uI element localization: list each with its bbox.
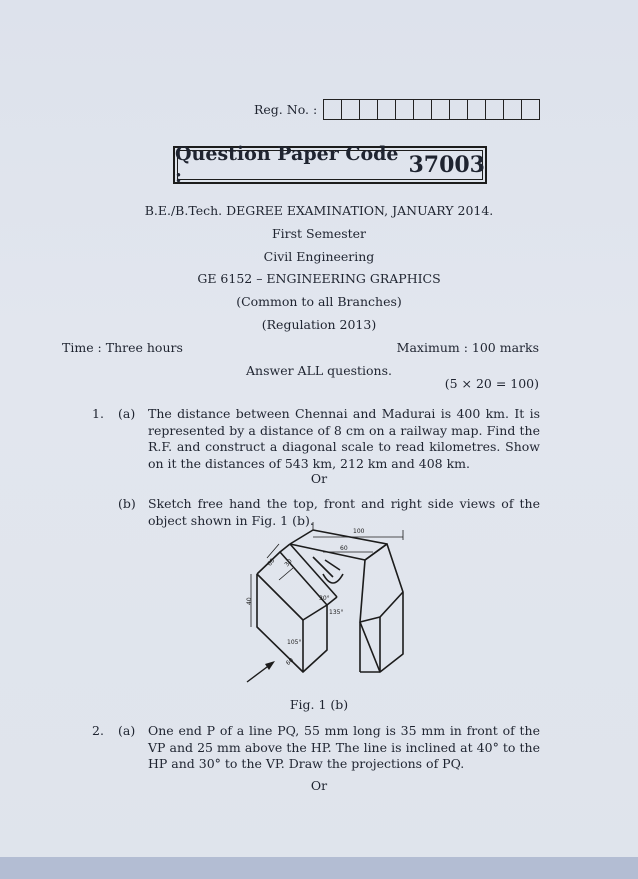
q1-number: 1.	[92, 406, 104, 421]
q2a-label: (a)	[118, 723, 136, 738]
view-arrow	[247, 661, 275, 682]
q2a-text: One end P of a line PQ, 55 mm long is 35 mm in front of the VP and 25 mm above the HP. The line is inclined at 40° to the HP and 30° to the VP. Draw the projections of PQ.	[148, 723, 540, 771]
q2-or: Or	[310, 778, 328, 793]
dim-60-top: 60	[340, 545, 348, 552]
dim-60-left: 60	[266, 557, 277, 568]
exam-semester: First Semester	[271, 226, 367, 241]
dim-40: 40	[246, 597, 253, 605]
exam-degree: B.E./B.Tech. DEGREE EXAMINATION, JANUARY 2014.	[144, 203, 494, 218]
reg-no-boxes	[323, 99, 540, 120]
dim-105-deg: 105°	[287, 639, 302, 646]
q1a-text: The distance between Chennai and Madurai is 400 km. It is represented by a distance of 8 cm on a railway map. Find the R.F. and construct a diagonal scale to read kilometres. Show on it the distances of 543 km, 212 km and 408 km.	[148, 406, 540, 471]
dim-30-deg: 30°	[319, 595, 330, 602]
dim-30-left: 30	[283, 557, 294, 569]
figure-caption: Fig. 1 (b)	[289, 697, 349, 712]
instruction: Answer ALL questions.	[246, 363, 392, 378]
figure-1b	[215, 522, 415, 692]
reg-no	[254, 99, 540, 120]
dim-60-bottom: 60	[284, 656, 296, 667]
dim-100: 100	[353, 528, 365, 535]
scan-edge	[0, 857, 638, 879]
q1b-label: (b)	[118, 496, 136, 511]
question-paper-code-box	[173, 143, 487, 187]
dim-135-deg: 135°	[329, 609, 344, 616]
exam-branch: Civil Engineering	[263, 249, 375, 264]
exam-subject: GE 6152 – ENGINEERING GRAPHICS	[197, 271, 441, 286]
q1b-text: Sketch free hand the top, front and right side views of the object shown in Fig. 1 (b).	[148, 496, 540, 528]
q1-or: Or	[310, 471, 328, 486]
time-allowed: Time : Three hours	[62, 340, 183, 355]
exam-regulation: (Regulation 2013)	[261, 317, 377, 332]
exam-common: (Common to all Branches)	[236, 294, 402, 309]
q2-number: 2.	[92, 723, 104, 738]
marks-scheme: (5 × 20 = 100)	[444, 376, 539, 391]
q1a-label: (a)	[118, 406, 136, 421]
question-paper-code: 37003	[408, 152, 485, 178]
maximum-marks: Maximum : 100 marks	[396, 340, 539, 355]
reg-no-label: Reg. No. :	[254, 102, 318, 117]
question-paper-code-label: Question Paper Code :	[175, 143, 399, 187]
